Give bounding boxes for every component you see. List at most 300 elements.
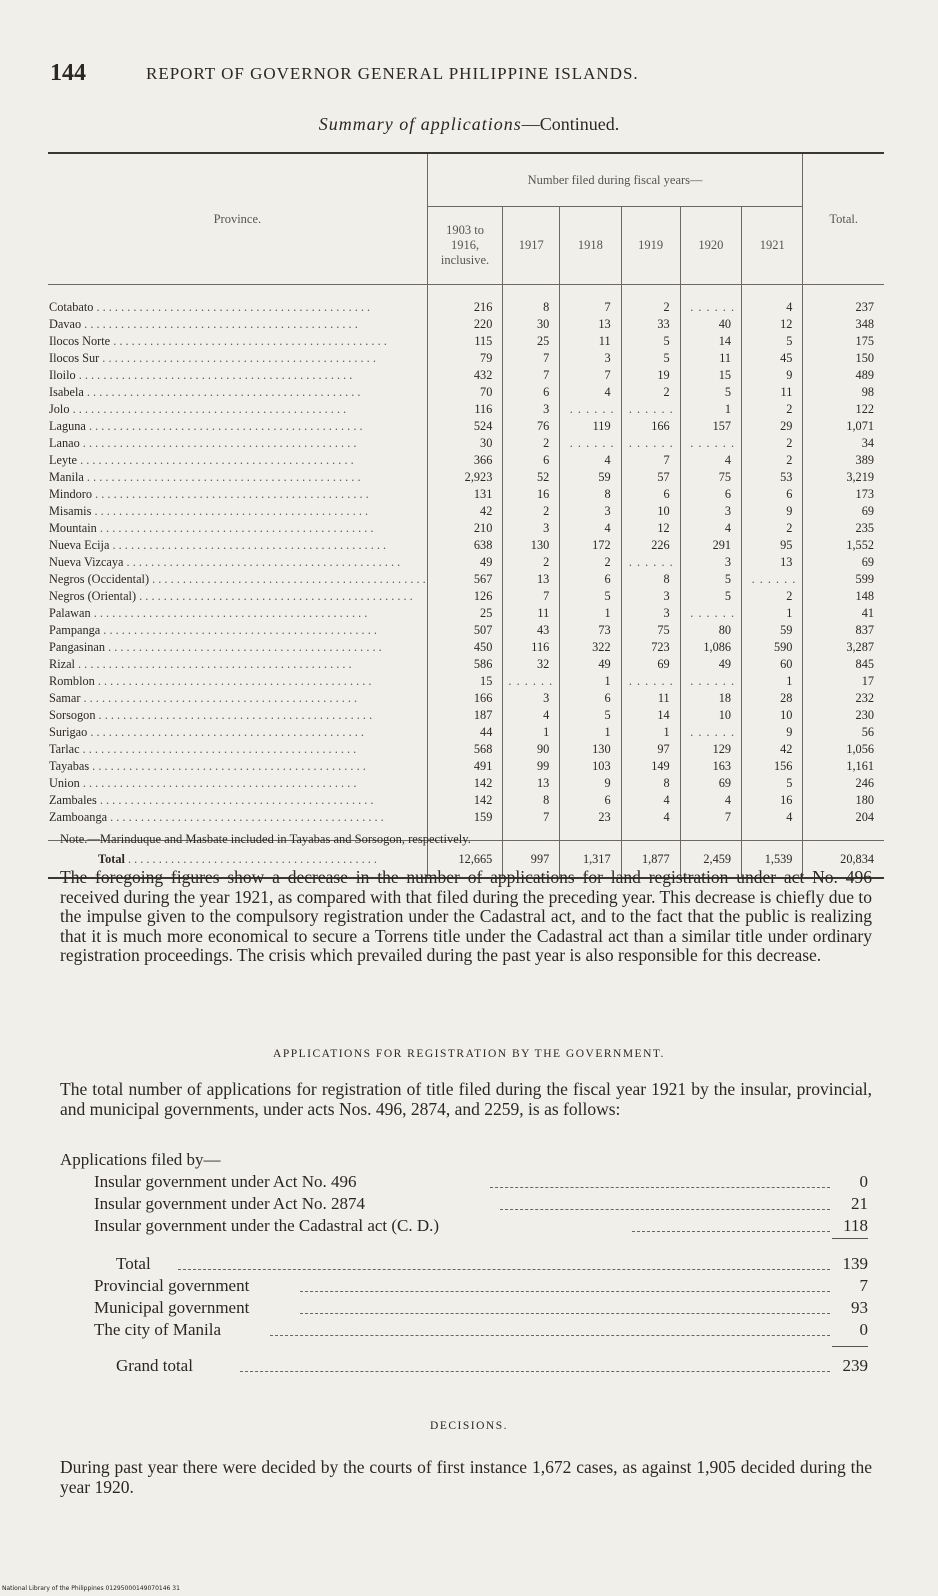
total-value-cell: 997 — [503, 841, 560, 879]
dot-leader: . . . . . . . . . . . . . . . . . . . . . . . . . . . . . . . . . . . . . . . . . . . . . — [81, 317, 358, 331]
value-cell: 11 — [560, 333, 621, 350]
value-cell: 119 — [560, 418, 621, 435]
year-header: 1903 to 1916, inclusive. — [427, 207, 503, 285]
province-cell — [48, 792, 427, 809]
province-cell — [48, 656, 427, 673]
row-total-cell: 1,552 — [803, 537, 884, 554]
value-cell: 52 — [503, 469, 560, 486]
value-cell: 5 — [742, 333, 803, 350]
value-cell: 15 — [680, 367, 741, 384]
value-cell: 10 — [621, 503, 680, 520]
row-total-cell: 98 — [803, 384, 884, 401]
value-cell: 7 — [560, 299, 621, 316]
table-body — [48, 285, 884, 879]
value-cell: 12 — [621, 520, 680, 537]
value-cell: 216 — [427, 299, 503, 316]
value-cell: 590 — [742, 639, 803, 656]
value-cell: 568 — [427, 741, 503, 758]
dot-leader: . . . . . . . . . . . . . . . . . . . . . . . . . . . . . . . . . . . . . . . . . . . . . — [87, 725, 364, 739]
value-cell: 220 — [427, 316, 503, 333]
value-cell: 2 — [503, 503, 560, 520]
row-total-cell: 173 — [803, 486, 884, 503]
value-cell: 6 — [560, 792, 621, 809]
list-item-value: 21 — [851, 1194, 868, 1213]
value-cell: 586 — [427, 656, 503, 673]
table-row — [48, 367, 884, 384]
section-heading-decisions: DECISIONS. — [430, 1420, 508, 1432]
value-cell: 1 — [621, 724, 680, 741]
row-total-cell: 837 — [803, 622, 884, 639]
value-cell: 28 — [742, 690, 803, 707]
value-cell: 90 — [503, 741, 560, 758]
value-cell: 2 — [560, 554, 621, 571]
value-cell: 166 — [427, 690, 503, 707]
dot-leader — [500, 1209, 830, 1210]
province-name: Mindoro — [49, 487, 93, 501]
value-cell: 1 — [560, 605, 621, 622]
province-name: Samar — [49, 691, 81, 705]
dot-leader: . . . . . . . . . . . . . . . . . . . . . . . . . . . . . . . . . . . . . . . . . . . . . — [79, 742, 357, 756]
province-cell — [48, 520, 427, 537]
dot-leader: . . . . . . . . . . . . . . . . . . . . . . . . . . . . . . . . . . . . . . . . . . . . . — [79, 776, 357, 790]
value-cell: 4 — [680, 792, 741, 809]
table-row — [48, 520, 884, 537]
sum-rule — [832, 1238, 868, 1239]
value-cell: 6 — [503, 384, 560, 401]
table-row — [48, 690, 884, 707]
table-row — [48, 316, 884, 333]
province-cell — [48, 537, 427, 554]
paragraph-decisions: During past year there were decided by the courts of first instance 1,672 cases, as against 1,905 decided during the year 1920. — [60, 1457, 872, 1497]
value-cell: 69 — [621, 656, 680, 673]
value-cell: 19 — [621, 367, 680, 384]
value-cell: 45 — [742, 350, 803, 367]
paragraph-decrease: The foregoing figures show a decrease in the number of applications for land registration under act No. 496 received during the year 1921, as compared with that filed during the preceding year. This decrease is chiefly due to the impulse given to the compulsory registration under the Cadastral act, and to the fact that the public is realizing that it is much more economical to secure a Torrens title under the Cadastral act than a similar title under ordinary registration proceedings. The crisis which prevailed during the past year is also responsible for this decrease. — [60, 867, 872, 965]
value-cell: 18 — [680, 690, 741, 707]
province-cell — [48, 639, 427, 656]
province-name: Cotabato — [49, 300, 94, 314]
value-cell: 6 — [742, 486, 803, 503]
value-cell: 130 — [560, 741, 621, 758]
value-cell: 638 — [427, 537, 503, 554]
list-item-label: Municipal government — [94, 1298, 250, 1317]
value-cell: 57 — [621, 469, 680, 486]
dot-leader — [270, 1335, 830, 1336]
list-item-label: Insular government under Act No. 496 — [94, 1172, 357, 1191]
row-total-cell: 204 — [803, 809, 884, 826]
value-cell: 95 — [742, 537, 803, 554]
value-cell: 2 — [742, 452, 803, 469]
value-cell: 30 — [503, 316, 560, 333]
list-item-label: Provincial government — [94, 1276, 250, 1295]
row-total-cell: 148 — [803, 588, 884, 605]
dot-leader: . . . . . . . . . . . . . . . . . . . . . . . . . . . . . . . . . . . . . . . . . . . . . — [94, 674, 372, 688]
value-cell: 11 — [742, 384, 803, 401]
province-name: Laguna — [49, 419, 86, 433]
table-row — [48, 350, 884, 367]
value-cell: 23 — [560, 809, 621, 826]
value-cell: 366 — [427, 452, 503, 469]
value-cell: 7 — [621, 452, 680, 469]
value-cell: 1 — [742, 673, 803, 690]
row-total-cell: 235 — [803, 520, 884, 537]
value-cell: 11 — [680, 350, 741, 367]
value-cell: 1 — [503, 724, 560, 741]
value-cell: 5 — [560, 707, 621, 724]
dot-leader: . . . . . . . . . . . . . . . . . . . . . . . . . . . . . . . . . . . . . . . . . . . . . — [85, 419, 363, 433]
dot-leader: . . . . . . . . . . . . . . . . . . . . . . . . . . . . . . . . . . . . . . . . . . . . . — [80, 691, 358, 705]
page-number: 144 — [50, 60, 86, 86]
dot-leader — [178, 1269, 830, 1270]
row-total-cell: 56 — [803, 724, 884, 741]
page-header — [50, 60, 890, 87]
dot-leader — [490, 1187, 830, 1188]
list-item-value: 0 — [859, 1172, 868, 1191]
value-cell: 7 — [503, 809, 560, 826]
year-header: 1919 — [621, 207, 680, 285]
value-cell: 723 — [621, 639, 680, 656]
province-cell — [48, 554, 427, 571]
province-name: Jolo — [49, 402, 70, 416]
value-cell: 42 — [742, 741, 803, 758]
province-name: Nueva Ecija — [49, 538, 110, 552]
table-row — [48, 469, 884, 486]
value-cell: 163 — [680, 758, 741, 775]
value-cell: 187 — [427, 707, 503, 724]
group-header: Number filed during fiscal years— — [427, 153, 803, 207]
empty-cell: . . . . . . — [680, 435, 741, 452]
dot-leader: . . . . . . . . . . . . . . . . . . . . . . . . . . . . . . . . . . . . . . . . . . . . . — [90, 606, 368, 620]
total-header: Total. — [803, 153, 884, 285]
table-row — [48, 656, 884, 673]
value-cell: 3 — [503, 520, 560, 537]
value-cell: 12 — [742, 316, 803, 333]
province-cell — [48, 333, 427, 350]
table-row — [48, 571, 884, 588]
table-row — [48, 299, 884, 316]
province-name: Romblon — [49, 674, 95, 688]
dot-leader: . . . . . . . . . . . . . . . . . . . . . . . . . . . . . . . . . . . . . . . . . . . . . — [95, 708, 373, 722]
dot-leader: . . . . . . . . . . . . . . . . . . . . . . . . . . . . . . . . . . . . . . . . . . . . . — [96, 793, 374, 807]
row-total-cell: 232 — [803, 690, 884, 707]
value-cell: 567 — [427, 571, 503, 588]
province-name: Mountain — [49, 521, 97, 535]
table-row — [48, 622, 884, 639]
value-cell: 80 — [680, 622, 741, 639]
value-cell: 7 — [503, 350, 560, 367]
value-cell: 73 — [560, 622, 621, 639]
table-row — [48, 639, 884, 656]
row-total-cell: 175 — [803, 333, 884, 350]
dot-leader: . . . . . . . . . . . . . . . . . . . . . . . . . . . . . . . . . . . . . . . . . . . . . — [83, 385, 361, 399]
value-cell: 5 — [742, 775, 803, 792]
value-cell: 3 — [503, 401, 560, 418]
table-row — [48, 775, 884, 792]
value-cell: 4 — [680, 452, 741, 469]
province-cell — [48, 588, 427, 605]
value-cell: 29 — [742, 418, 803, 435]
dot-leader: . . . . . . . . . . . . . . . . . . . . . . . . . . . . . . . . . . . . . . . . . . . . . — [79, 436, 357, 450]
row-total-cell: 180 — [803, 792, 884, 809]
section-heading-government: APPLICATIONS FOR REGISTRATION BY THE GOVERNMENT. — [273, 1048, 665, 1060]
list-item-value: 93 — [851, 1298, 868, 1317]
dot-leader: . . . . . . . . . . . . . . . . . . . . . . . . . . . . . . . . . . . . . . . . . . . . . — [123, 555, 401, 569]
value-cell: 159 — [427, 809, 503, 826]
value-cell: 7 — [680, 809, 741, 826]
value-cell: 7 — [560, 367, 621, 384]
value-cell: 59 — [742, 622, 803, 639]
grand-total-label: Grand total — [116, 1356, 193, 1375]
value-cell: 166 — [621, 418, 680, 435]
row-total-cell: 1,161 — [803, 758, 884, 775]
value-cell: 4 — [742, 809, 803, 826]
value-cell: 149 — [621, 758, 680, 775]
table-row — [48, 724, 884, 741]
library-footer: National Library of the Philippines 01295000149070146 31 — [2, 1585, 180, 1592]
value-cell: 43 — [503, 622, 560, 639]
value-cell: 13 — [503, 775, 560, 792]
province-cell — [48, 690, 427, 707]
row-total-cell: 17 — [803, 673, 884, 690]
value-cell: 115 — [427, 333, 503, 350]
total-value-cell: 2,459 — [680, 841, 741, 879]
value-cell: 2,923 — [427, 469, 503, 486]
value-cell: 9 — [742, 503, 803, 520]
value-cell: 10 — [680, 707, 741, 724]
value-cell: 2 — [742, 588, 803, 605]
dot-leader: . . . . . . . . . . . . . . . . . . . . . . . . . . . . . . . . . . . . . . . . . . . . . — [75, 368, 353, 382]
table-title — [0, 114, 938, 135]
dot-leader — [240, 1371, 830, 1372]
province-cell — [48, 316, 427, 333]
value-cell: 226 — [621, 537, 680, 554]
value-cell: 49 — [427, 554, 503, 571]
value-cell: 30 — [427, 435, 503, 452]
value-cell: 76 — [503, 418, 560, 435]
province-header: Province. — [48, 153, 427, 285]
value-cell: 4 — [621, 792, 680, 809]
value-cell: 8 — [621, 775, 680, 792]
year-header: 1917 — [503, 207, 560, 285]
row-total-cell: 34 — [803, 435, 884, 452]
value-cell: 2 — [503, 554, 560, 571]
value-cell: 432 — [427, 367, 503, 384]
table-row — [48, 809, 884, 826]
value-cell: 5 — [680, 588, 741, 605]
value-cell: 4 — [560, 520, 621, 537]
value-cell: 1 — [560, 724, 621, 741]
province-cell — [48, 741, 427, 758]
value-cell: 157 — [680, 418, 741, 435]
value-cell: 9 — [742, 367, 803, 384]
table-row — [48, 384, 884, 401]
empty-cell: . . . . . . — [621, 554, 680, 571]
summary-table — [48, 152, 884, 879]
grand-total-cell: 20,834 — [803, 841, 884, 879]
table-row — [48, 707, 884, 724]
province-name: Rizal — [49, 657, 75, 671]
value-cell: 322 — [560, 639, 621, 656]
dot-leader: . . . . . . . . . . . . . . . . . . . . . . . . . . . . . . . . . . . . . . . . . . . . . — [110, 334, 387, 348]
year-header: 1918 — [560, 207, 621, 285]
province-cell — [48, 350, 427, 367]
empty-cell: . . . . . . — [560, 401, 621, 418]
dot-leader — [300, 1291, 830, 1292]
value-cell: 75 — [680, 469, 741, 486]
province-name: Lanao — [49, 436, 80, 450]
value-cell: 210 — [427, 520, 503, 537]
dot-leader: . . . . . . . . . . . . . . . . . . . . . . . . . . . . . . . . . . . . . . . . . . . . . — [107, 810, 384, 824]
table-row — [48, 418, 884, 435]
value-cell: 60 — [742, 656, 803, 673]
value-cell: 2 — [742, 401, 803, 418]
value-cell: 103 — [560, 758, 621, 775]
province-name: Isabela — [49, 385, 84, 399]
row-total-cell: 150 — [803, 350, 884, 367]
value-cell: 2 — [742, 520, 803, 537]
dot-leader: . . . . . . . . . . . . . . . . . . . . . . . . . . . . . . . . . . . . . . . . . . . . . — [96, 521, 374, 535]
province-cell — [48, 299, 427, 316]
table-row — [48, 605, 884, 622]
value-cell: 450 — [427, 639, 503, 656]
province-name: Davao — [49, 317, 82, 331]
dot-leader: . . . . . . . . . . . . . . . . . . . . . . . . . . . . . . . . . . . . . . . . . . . . . — [83, 470, 361, 484]
value-cell: 5 — [621, 350, 680, 367]
empty-cell: . . . . . . — [742, 571, 803, 588]
value-cell: 15 — [427, 673, 503, 690]
row-total-cell: 237 — [803, 299, 884, 316]
value-cell: 8 — [560, 486, 621, 503]
province-name: Palawan — [49, 606, 91, 620]
row-total-cell: 246 — [803, 775, 884, 792]
province-cell — [48, 673, 427, 690]
province-cell — [48, 452, 427, 469]
value-cell: 42 — [427, 503, 503, 520]
value-cell: 79 — [427, 350, 503, 367]
value-cell: 7 — [503, 588, 560, 605]
value-cell: 49 — [680, 656, 741, 673]
dot-leader: . . . . . . . . . . . . . . . . . . . . . . . . . . . . . . . . . . . . . . . . . . . . . — [91, 504, 369, 518]
province-cell — [48, 571, 427, 588]
table-row — [48, 792, 884, 809]
value-cell: 13 — [742, 554, 803, 571]
dot-leader: . . . . . . . . . . . . . . . . . . . . . . . . . . . . . . . . . . . . . . . . . — [124, 851, 377, 866]
table-row — [48, 588, 884, 605]
table-row — [48, 452, 884, 469]
value-cell: 2 — [742, 435, 803, 452]
table-row — [48, 503, 884, 520]
province-name: Negros (Oriental) — [49, 589, 137, 603]
province-name: Ilocos Sur — [49, 351, 100, 365]
dot-leader: . . . . . . . . . . . . . . . . . . . . . . . . . . . . . . . . . . . . . . . . . . . . . — [100, 623, 377, 637]
province-cell — [48, 435, 427, 452]
empty-cell: . . . . . . — [503, 673, 560, 690]
value-cell: 2 — [621, 299, 680, 316]
dot-leader: . . . . . . . . . . . . . . . . . . . . . . . . . . . . . . . . . . . . . . . . . . . . . — [99, 351, 376, 365]
value-cell: 33 — [621, 316, 680, 333]
province-name: Surigao — [49, 725, 88, 739]
value-cell: 3 — [680, 503, 741, 520]
row-total-cell: 1,056 — [803, 741, 884, 758]
value-cell: 14 — [621, 707, 680, 724]
empty-cell: . . . . . . — [621, 435, 680, 452]
province-name: Pangasinan — [49, 640, 106, 654]
value-cell: 4 — [680, 520, 741, 537]
table-row — [48, 333, 884, 350]
province-cell — [48, 775, 427, 792]
value-cell: 6 — [560, 690, 621, 707]
list-item-value: 118 — [843, 1216, 868, 1235]
province-cell — [48, 724, 427, 741]
empty-cell: . . . . . . — [621, 673, 680, 690]
table-row — [48, 741, 884, 758]
list-item-label: Insular government under the Cadastral act (C. D.) — [94, 1216, 440, 1235]
total-value-cell: 1,539 — [742, 841, 803, 879]
value-cell: 44 — [427, 724, 503, 741]
province-name: Sorsogon — [49, 708, 96, 722]
table-row — [48, 435, 884, 452]
empty-cell: . . . . . . — [560, 435, 621, 452]
total-value-cell: 12,665 — [427, 841, 503, 879]
value-cell: 507 — [427, 622, 503, 639]
spacer-row — [48, 285, 884, 300]
row-total-cell: 230 — [803, 707, 884, 724]
value-cell: 5 — [680, 384, 741, 401]
table-title-italic: Summary of applications — [318, 114, 522, 134]
value-cell: 8 — [503, 299, 560, 316]
total-value-cell: 1,317 — [560, 841, 621, 879]
value-cell: 1,086 — [680, 639, 741, 656]
province-name: Leyte — [49, 453, 77, 467]
row-total-cell: 69 — [803, 503, 884, 520]
province-name: Misamis — [49, 504, 92, 518]
value-cell: 10 — [742, 707, 803, 724]
running-title: REPORT OF GOVERNOR GENERAL PHILIPPINE ISLANDS. — [146, 64, 639, 83]
year-header: 1920 — [680, 207, 741, 285]
value-cell: 129 — [680, 741, 741, 758]
province-cell — [48, 809, 427, 826]
value-cell: 491 — [427, 758, 503, 775]
value-cell: 3 — [503, 690, 560, 707]
table-title-rest: —Continued. — [521, 114, 620, 134]
row-total-cell: 122 — [803, 401, 884, 418]
province-cell — [48, 503, 427, 520]
value-cell: 291 — [680, 537, 741, 554]
province-name: Manila — [49, 470, 84, 484]
value-cell: 70 — [427, 384, 503, 401]
province-name: Pampanga — [49, 623, 101, 637]
value-cell: 3 — [621, 588, 680, 605]
value-cell: 6 — [503, 452, 560, 469]
dot-leader: . . . . . . . . . . . . . . . . . . . . . . . . . . . . . . . . . . . . . . . . . . . . . — [77, 453, 354, 467]
sum-rule — [832, 1346, 868, 1347]
value-cell: 1 — [680, 401, 741, 418]
total-value-cell: 1,877 — [621, 841, 680, 879]
value-cell: 116 — [427, 401, 503, 418]
value-cell: 49 — [560, 656, 621, 673]
row-total-cell: 389 — [803, 452, 884, 469]
value-cell: 6 — [680, 486, 741, 503]
value-cell: 16 — [503, 486, 560, 503]
table-row — [48, 537, 884, 554]
applications-intro: Applications filed by— — [60, 1150, 221, 1169]
value-cell: 4 — [560, 452, 621, 469]
total-label: Total — [116, 1254, 151, 1273]
province-cell — [48, 469, 427, 486]
value-cell: 5 — [680, 571, 741, 588]
row-total-cell: 69 — [803, 554, 884, 571]
value-cell: 5 — [621, 333, 680, 350]
